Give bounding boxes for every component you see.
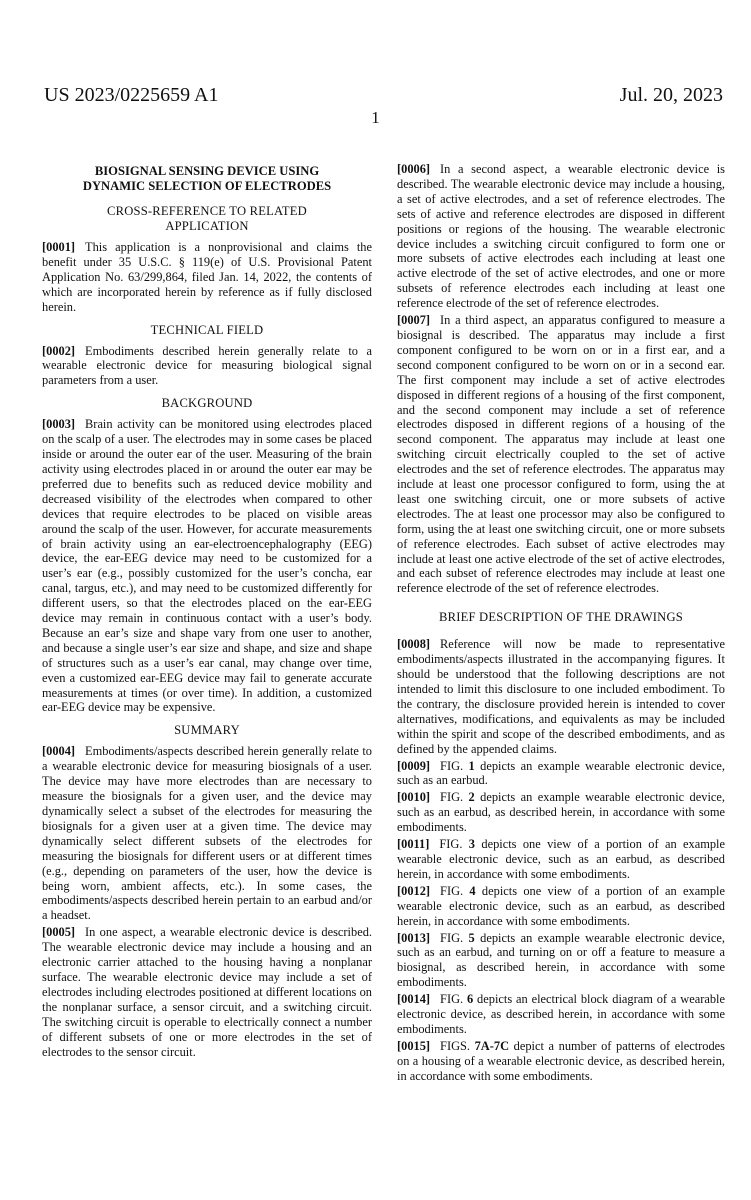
paragraph-text: In one aspect, a wearable electronic device is described. The wearable electronic device may include a housing and an electronic carrier attached to the housing having a nonplanar surface. The wearable electronic device may include a set of electrodes including electrodes positioned at different locations on the nonplanar surface, a sensor circuit, and a switching circuit. The switching circuit is operable to electrically connect a number of different subsets of one or more electrodes in the set of electrodes to the sensor circuit. xyxy=(42,925,372,1059)
paragraph-text: depicts an example wearable electronic device, such as an earbud, as described herein, in accordance with some embodiments. xyxy=(397,790,725,835)
paragraph-number: [0015] xyxy=(397,1038,431,1053)
paragraph-0005 xyxy=(42,925,372,1059)
figure-number: 3 xyxy=(468,837,475,852)
paragraph-0012 xyxy=(397,884,725,929)
paragraph-text: depicts an electrical block diagram of a wearable electronic device, as described herein, in accordance with some embodiments. xyxy=(397,992,725,1036)
paragraph-text: Embodiments described herein generally relate to a wearable electronic device for measuring biological signal parameters from a user. xyxy=(42,343,372,388)
fig-prefix: FIGS. xyxy=(440,1038,475,1053)
paragraph-text: Embodiments/aspects described herein generally relate to a wearable electronic device for measuring biosignals of a user. The device may have more electrodes than are necessary to measure the biosignals for a given user, and the device may dynamically select a subset of the electrodes for measuring the biosignals for a given user at a given time. The device may dynamically select different subsets of the electrodes for measuring the biosignals for different users or at different times (e.g., depending on parameters of the user, how the device is being worn, ambient affects, etc.). In some cases, the embodiments/aspects described herein pertain to an earbud and/or a headset. xyxy=(42,744,372,923)
summary-heading: SUMMARY xyxy=(174,723,240,738)
fig-prefix: FIG. xyxy=(440,758,469,773)
paragraph-0013 xyxy=(397,931,725,991)
crossref-heading xyxy=(42,204,372,234)
fig-prefix: FIG. xyxy=(440,930,469,945)
fig-prefix: FIG. xyxy=(440,992,467,1007)
paragraph-number: [0009] xyxy=(397,758,431,773)
paragraph-text: This application is a nonprovisional and claims the benefit under 35 U.S.C. § 119(e) of U.S. Provisional Patent Application No. 63/299,864, filed Jan. 14, 2022, the contents of which are incorporated herein by reference as if fully disclosed herein. xyxy=(42,240,372,314)
right-column xyxy=(397,162,725,1086)
paragraph-number: [0010] xyxy=(397,790,431,805)
figure-number: 7A-7C xyxy=(474,1038,510,1053)
publication-date: Jul. 20, 2023 xyxy=(619,84,723,106)
paragraph-0009 xyxy=(397,759,725,789)
paragraph-0007 xyxy=(397,313,725,596)
heading-line: CROSS-REFERENCE TO RELATED xyxy=(107,204,307,218)
paragraph-number: [0011] xyxy=(397,837,430,852)
paragraph-0011 xyxy=(397,837,725,882)
paragraph-text: In a third aspect, an apparatus configured to measure a biosignal is described. The apparatus may include a first component configured to be worn on or in a first ear, and a second component configured to be worn on or in a second ear. The first component may include a set of active electrodes disposed in different regions of a housing of the first component, and the second component may include a set of reference electrodes disposed in different regions of a housing of the second component. The apparatus may include at least one switching circuit electrically coupled to the set of active electrodes and the set of reference electrodes. The apparatus may include at least one processor configured to form, using the at least one switching circuit, one or more subsets of active electrodes. The at least one processor may also be configured to form, using the at least one switching circuit, one or more subsets of reference electrodes. Each subset of active electrodes may include at least one active electrode of the set of active electrodes, and each subset of reference electrodes may include at least one reference electrode of the set of reference electrodes. xyxy=(397,313,725,596)
paragraph-text: In a second aspect, a wearable electronic device is described. The wearable electronic device may include a housing, a set of active electrodes, and a set of reference electrodes. The sets of active and reference electrodes are disposed in different positions or regions of the housing. The wearable electronic device includes a switching circuit configured to form one or more subsets of active electrodes each including at least one active electrode of the set of active electrodes, and one or more subsets of reference electrodes each including at least one reference electrode of the set of reference electrodes. xyxy=(397,162,725,311)
technical-field-heading: TECHNICAL FIELD xyxy=(150,322,264,337)
paragraph-number: [0007] xyxy=(397,313,431,328)
heading-line: APPLICATION xyxy=(165,219,249,233)
document-title xyxy=(42,164,372,194)
paragraph-0015 xyxy=(397,1039,725,1084)
paragraph-text: depicts an example wearable electronic device, such as an earbud. xyxy=(397,758,725,788)
paragraph-number: [0006] xyxy=(397,162,431,176)
paragraph-number: [0013] xyxy=(397,930,431,945)
paragraph-0008 xyxy=(397,637,725,756)
paragraph-number: [0003] xyxy=(42,417,76,432)
drawings-heading: BRIEF DESCRIPTION OF THE DRAWINGS xyxy=(439,610,683,625)
page-number: 1 xyxy=(371,108,380,127)
paragraph-number: [0014] xyxy=(397,992,431,1007)
paragraph-number: [0002] xyxy=(42,343,76,358)
paragraph-0014 xyxy=(397,992,725,1037)
figure-number: 1 xyxy=(468,758,475,773)
figure-number: 2 xyxy=(468,790,475,805)
fig-prefix: FIG. xyxy=(440,883,470,898)
left-column xyxy=(42,162,372,1061)
paragraph-text: Reference will now be made to representative embodiments/aspects illustrated in the accompanying figures. It should be understood that the following descriptions are not intended to limit this disclosure to one included embodiment. To the contrary, the disclosure provided herein is intended to cover alternatives, modifications, and equivalents as may be included within the spirit and scope of the described embodiments, and as defined by the appended claims. xyxy=(397,637,725,756)
paragraph-0002 xyxy=(42,344,372,389)
paragraph-text: depict a number of patterns of electrodes on a housing of a wearable electronic device, as described herein, in accordance with some embodiments. xyxy=(397,1038,725,1083)
figure-number: 4 xyxy=(469,883,476,898)
fig-prefix: FIG. xyxy=(440,790,469,805)
paragraph-0006 xyxy=(397,162,725,311)
paragraph-number: [0004] xyxy=(42,744,76,759)
paragraph-text: depicts one view of a portion of an example wearable electronic device, such as an earbud, as described herein, in accordance with some embodiments. xyxy=(397,883,725,928)
paragraph-0004 xyxy=(42,744,372,923)
paragraph-number: [0008] xyxy=(397,637,431,652)
paragraph-0001 xyxy=(42,240,372,315)
background-heading: BACKGROUND xyxy=(161,396,253,411)
paragraph-number: [0012] xyxy=(397,883,431,898)
title-line: BIOSIGNAL SENSING DEVICE USING xyxy=(94,164,320,178)
paragraph-text: depicts an example wearable electronic device, such as an earbud, and turning on or off a feature to measure a biosignal, as described herein, in accordance with some embodiments. xyxy=(397,930,725,990)
paragraph-text: Brain activity can be monitored using electrodes placed on the scalp of a user. The electrodes may in some cases be placed inside or around the outer ear of the user. Measuring of the brain activity using electrodes placed in or around the outer ear may be preferred due to benefits such as reduced device mobility and decreased visibility of the electrodes when compared to other devices that require electrodes to be placed on visible areas around the scalp of the user. However, for accurate measurements of brain activity using an ear-electroencephalography (EEG) device, the ear-EEG device may need to be customized for a user’s ear (e.g., possibly customized for the user’s concha, ear canal, targus, etc.), and may need to be customized differently for different users, so that the electrodes placed on the ear-EEG device may remain in continuous contact with a user’s body. Because an ear’s size and shape vary from one user to another, and because a single user’s ear size and shape, and size and shape of structures such as a user’s ear canal, may change over time, even a customized ear-EEG device may fail to generate accurate measurements at times (or over time). In addition, a customized ear-EEG device may be expensive. xyxy=(42,417,372,715)
paragraph-number: [0005] xyxy=(42,925,76,940)
title-line: DYNAMIC SELECTION OF ELECTRODES xyxy=(82,179,332,193)
paragraph-number: [0001] xyxy=(42,240,76,254)
fig-prefix: FIG. xyxy=(439,837,469,852)
paragraph-text: depicts one view of a portion of an example wearable electronic device, such as an earbud, as described herein, in accordance with some embodiments. xyxy=(397,837,725,881)
paragraph-0010 xyxy=(397,790,725,835)
publication-number: US 2023/0225659 A1 xyxy=(44,84,219,106)
figure-number: 6 xyxy=(466,992,474,1007)
paragraph-0003 xyxy=(42,417,372,715)
figure-number: 5 xyxy=(468,930,475,945)
